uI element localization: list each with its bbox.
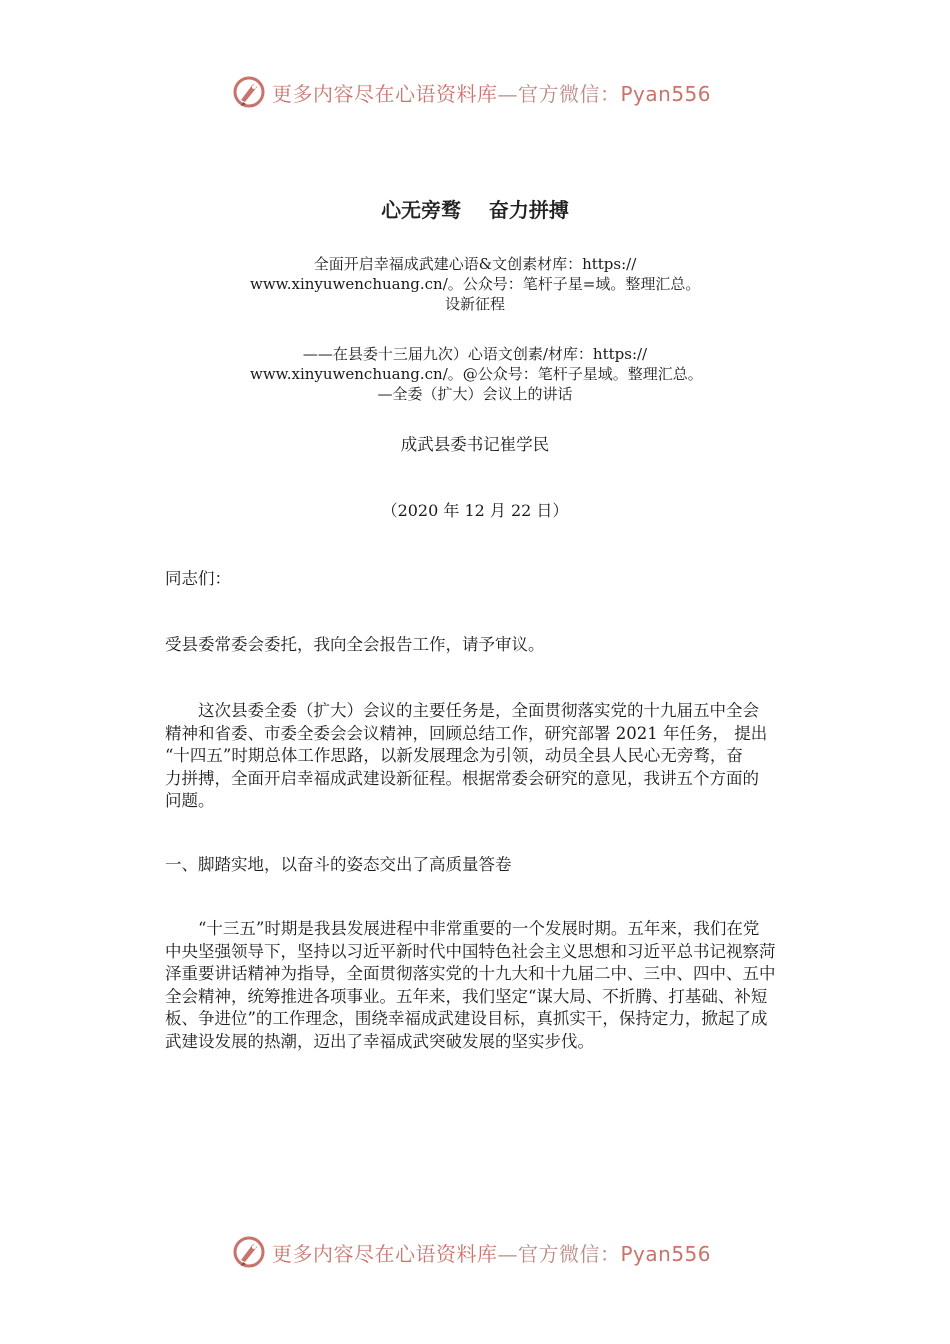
paragraph-line: 问题。 — [165, 791, 215, 810]
watermark-text: 更多内容尽在心语资料库—官方微信：Pyan556 — [272, 81, 712, 106]
watermark-text: 更多内容尽在心语资料库—官方微信：Pyan556 — [272, 1241, 712, 1266]
paragraph-line: “十三五”时期是我县发展进程中非常重要的一个发展时期。五年来，我们在党 — [198, 919, 760, 938]
salutation: 同志们： — [165, 569, 231, 588]
occasion-line: www.xinyuwenchuang.cn/。@公众号：笔杆子星域。整理汇总。 — [250, 365, 703, 383]
paragraph-line: 板、争进位”的工作理念，围绕幸福成武建设目标，真抓实干，保持定力，掀起了成 — [165, 1009, 768, 1028]
pen-logo-icon — [232, 75, 266, 109]
speech-date: （2020 年 12 月 22 日） — [381, 501, 569, 520]
paragraph-opening: 受县委常委会委托，我向全会报告工作，请予审议。 — [165, 635, 545, 654]
paragraph-line: “十四五”时期总体工作思路，以新发展理念为引领，动员全县人民心无旁骛，奋 — [165, 746, 743, 765]
subtitle-block — [250, 254, 700, 314]
section-heading: 一、脚踏实地，以奋斗的姿态交出了高质量答卷 — [165, 855, 512, 874]
paragraph-tasks — [165, 700, 827, 813]
occasion-line: ——在县委十三届九次）心语文创素/材库：https:// — [302, 345, 648, 363]
paragraph-line: 全会精神，统筹推进各项事业。五年来，我们坚定“谋大局、不折腾、打基础、补短 — [165, 986, 768, 1006]
paragraph-line: 中央坚强领导下，坚持以习近平新时代中国特色社会主义思想和习近平总书记视察菏 — [165, 941, 776, 961]
subtitle-line: www.xinyuwenchuang.cn/。公众号：笔杆子星=域。整理汇总。 — [250, 275, 701, 293]
occasion-block — [250, 344, 703, 404]
subtitle-line: 设新征程 — [444, 295, 505, 313]
footer-watermark-banner — [0, 1232, 950, 1272]
subtitle-line: 全面开启幸福成武建心语&文创素材库：https:// — [313, 255, 637, 273]
paragraph-review — [165, 918, 827, 1053]
pen-logo-icon — [232, 1235, 266, 1269]
paragraph-line: 这次县委全委（扩大）会议的主要任务是，全面贯彻落实党的十九届五中全会 — [198, 701, 759, 720]
paragraph-line: 精神和省委、市委全委会会议精神，回顾总结工作，研究部署 2021 年任务， 提出 — [165, 723, 768, 743]
speaker: 成武县委书记崔学民 — [400, 435, 550, 454]
document-title: 心无旁骛 奋力拼搏 — [381, 198, 569, 222]
header-watermark-banner — [0, 72, 950, 112]
paragraph-line: 泽重要讲话精神为指导，全面贯彻落实党的十九大和十九届二中、三中、四中、五中 — [165, 964, 776, 983]
paragraph-line: 力拼搏，全面开启幸福成武建设新征程。根据常委会研究的意见，我讲五个方面的 — [165, 768, 759, 788]
occasion-line: —全委（扩大）会议上的讲话 — [377, 385, 573, 403]
paragraph-line: 武建设发展的热潮，迈出了幸福成武突破发展的坚实步伐。 — [165, 1031, 594, 1051]
